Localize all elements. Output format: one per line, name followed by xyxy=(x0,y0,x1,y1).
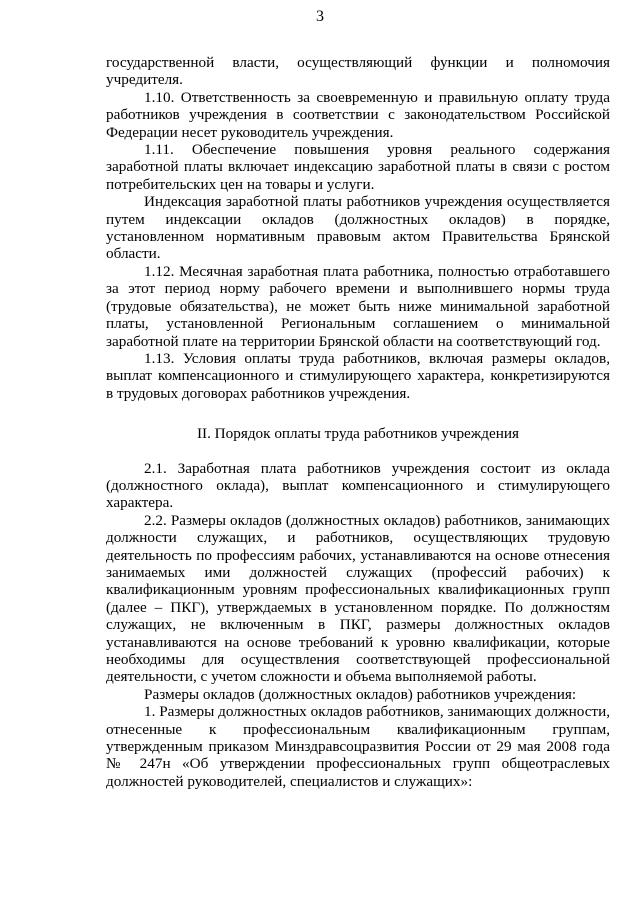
paragraph-item-1: 1. Размеры должностных окладов работников, занимающих должности, отнесенные к профессиональным квалификационным группам, утвержденным приказом Минздравсоцразвития России от 29 мая 2008 года № 247н «Об утверждении профессиональных групп общеотраслевых должностей руководителей, специалистов и служащих»: xyxy=(106,703,610,790)
paragraph-1-11: 1.11. Обеспечение повышения уровня реального содержания заработной платы включает индексацию заработной платы в связи с ростом потребительских цен на товары и услуги. xyxy=(106,141,610,193)
paragraph-1-12: 1.12. Месячная заработная плата работника, полностью отработавшего за этот период норму рабочего времени и выполнившего нормы труда (трудовые обязательства), не может быть ниже минимальной заработной платы, установленной Региональным соглашением о минимальной заработной плате на территории Брянской области на соответствующий год. xyxy=(106,262,610,350)
paragraph-continuation: государственной власти, осуществляющий функции и полномочия учредителя. xyxy=(106,54,610,89)
paragraph-2-2: 2.2. Размеры окладов (должностных окладов) работников, занимающих должности служащих, и работников, осуществляющих трудовую деятельность по профессиям рабочих, устанавливаются на основе отнесения занимаемых ими должностей служащих (профессий рабочих) к квалификационным уровням профессиональных квалификационных групп (далее – ПКГ), утверждаемых в установленном порядке. По должностям служащих, не включенным в ПКГ, размеры должностных окладов устанавливаются на основе требований к уровню квалификации, которые необходимы для осуществления соответствующей профессиональной деятельности, с учетом сложности и объема выполняемой работы. xyxy=(106,511,610,686)
paragraph-salary-sizes: Размеры окладов (должностных окладов) работников учреждения: xyxy=(144,685,577,703)
paragraph-2-1: 2.1. Заработная плата работников учреждения состоит из оклада (должностного оклада), выплат компенсационного и стимулирующего характера. xyxy=(106,459,610,512)
paragraph-1-13: 1.13. Условия оплаты труда работников, включая размеры окладов, выплат компенсационного и стимулирующего характера, конкретизируются в трудовых договорах работников учреждения. xyxy=(106,349,610,402)
paragraph-indexation: Индексация заработной платы работников учреждения осуществляется путем индексации окладов (должностных окладов) в порядке, установленном нормативным правовым актом Правительства Брянской области. xyxy=(106,193,610,263)
section-heading: II. Порядок оплаты труда работников учреждения xyxy=(196,425,520,443)
paragraph-1-10: 1.10. Ответственность за своевременную и правильную оплату труда работников учреждения в соответствии с законодательством Российской Федерации несет руководитель учреждения. xyxy=(106,88,610,141)
document-body xyxy=(106,54,610,790)
page-number: 3 xyxy=(316,8,324,25)
